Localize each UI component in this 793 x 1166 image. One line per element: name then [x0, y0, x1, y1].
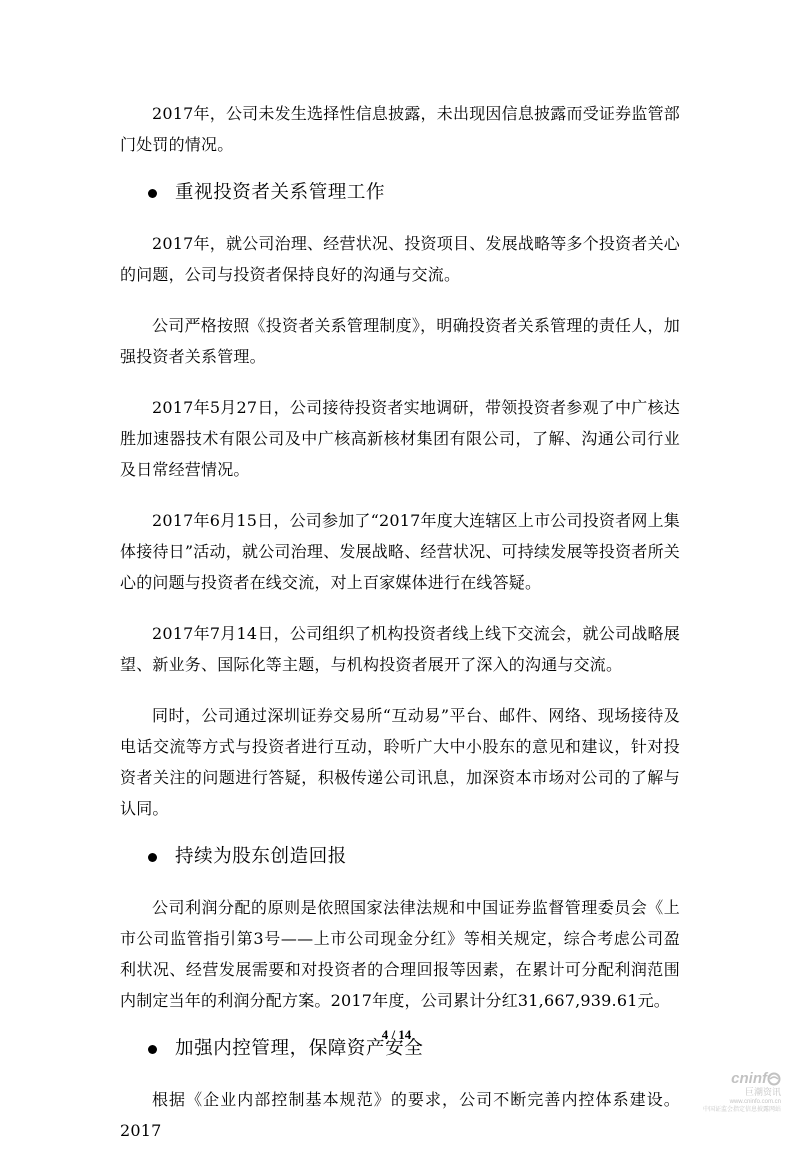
section-heading-shareholder-returns [148, 844, 680, 870]
paragraph: 同时，公司通过深圳证券交易所“互动易”平台、邮件、网络、现场接待及电话交流等方式与投资者进行互动，聆听广大中小股东的意见和建议，针对投资者关注的问题进行答疑，积极传递公司讯息，加深资本市场对公司的了解与认同。 [120, 706, 680, 818]
paragraph: 2017年6月15日，公司参加了“2017年度大连辖区上市公司投资者网上集体接待日”活动，就公司治理、发展战略、经营状况、可持续发展等投资者所关心的问题与投资者在线交流，对上百家媒体进行在线答疑。 [120, 511, 680, 592]
paragraph: 2017年5月27日，公司接待投资者实地调研，带领投资者参观了中广核达胜加速器技术有限公司及中广核高新核材集团有限公司，了解、沟通公司行业及日常经营情况。 [120, 398, 680, 479]
document-body [120, 98, 680, 1166]
cninfo-logo-text: cninf [731, 1070, 767, 1087]
paragraph: 公司利润分配的原则是依照国家法律法规和中国证券监督管理委员会《上市公司监管指引第3号——上市公司现金分红》等相关规定，综合考虑公司盈利状况、经营发展需要和对投资者的合理回报等因素，在累计可分配利润范围内制定当年的利润分配方案。2017年度，公司累计分红31,667,939.61元。 [120, 898, 680, 1010]
paragraph: 根据《企业内部控制基本规范》的要求，公司不断完善内控体系建设。2017 [120, 1090, 680, 1140]
paragraph: 2017年，公司未发生选择性信息披露，未出现因信息披露而受证券监管部门处罚的情况。 [120, 104, 680, 154]
cninfo-tagline: 中国证监会指定信息披露网站 [702, 1107, 781, 1113]
paragraph: 2017年7月14日，公司组织了机构投资者线上线下交流会，就公司战略展望、新业务、国际化等主题，与机构投资者展开了深入的沟通与交流。 [120, 624, 680, 674]
bullet-icon [148, 189, 157, 198]
paragraph: 公司严格按照《投资者关系管理制度》，明确投资者关系管理的责任人，加强投资者关系管理。 [120, 316, 680, 366]
bullet-icon [148, 1045, 157, 1054]
page-number: 4 / 14 [381, 1027, 412, 1042]
section-heading-investor-relations [148, 180, 680, 206]
bullet-icon [148, 853, 157, 862]
section-heading-text: 重视投资者关系管理工作 [175, 182, 386, 203]
swirl-icon [767, 1072, 781, 1086]
section-heading-text: 加强内控管理，保障资产安全 [175, 1038, 424, 1059]
cninfo-logo [671, 1070, 781, 1087]
cninfo-url: www.cninfo.com.cn [729, 1099, 781, 1105]
paragraph: 2017年，就公司治理、经营状况、投资项目、发展战略等多个投资者关心的问题，公司与投资者保持良好的沟通与交流。 [120, 234, 680, 284]
cninfo-sub-text: 巨潮资讯 [744, 1087, 781, 1097]
cninfo-watermark [671, 1070, 781, 1114]
section-heading-text: 持续为股东创造回报 [175, 846, 347, 867]
